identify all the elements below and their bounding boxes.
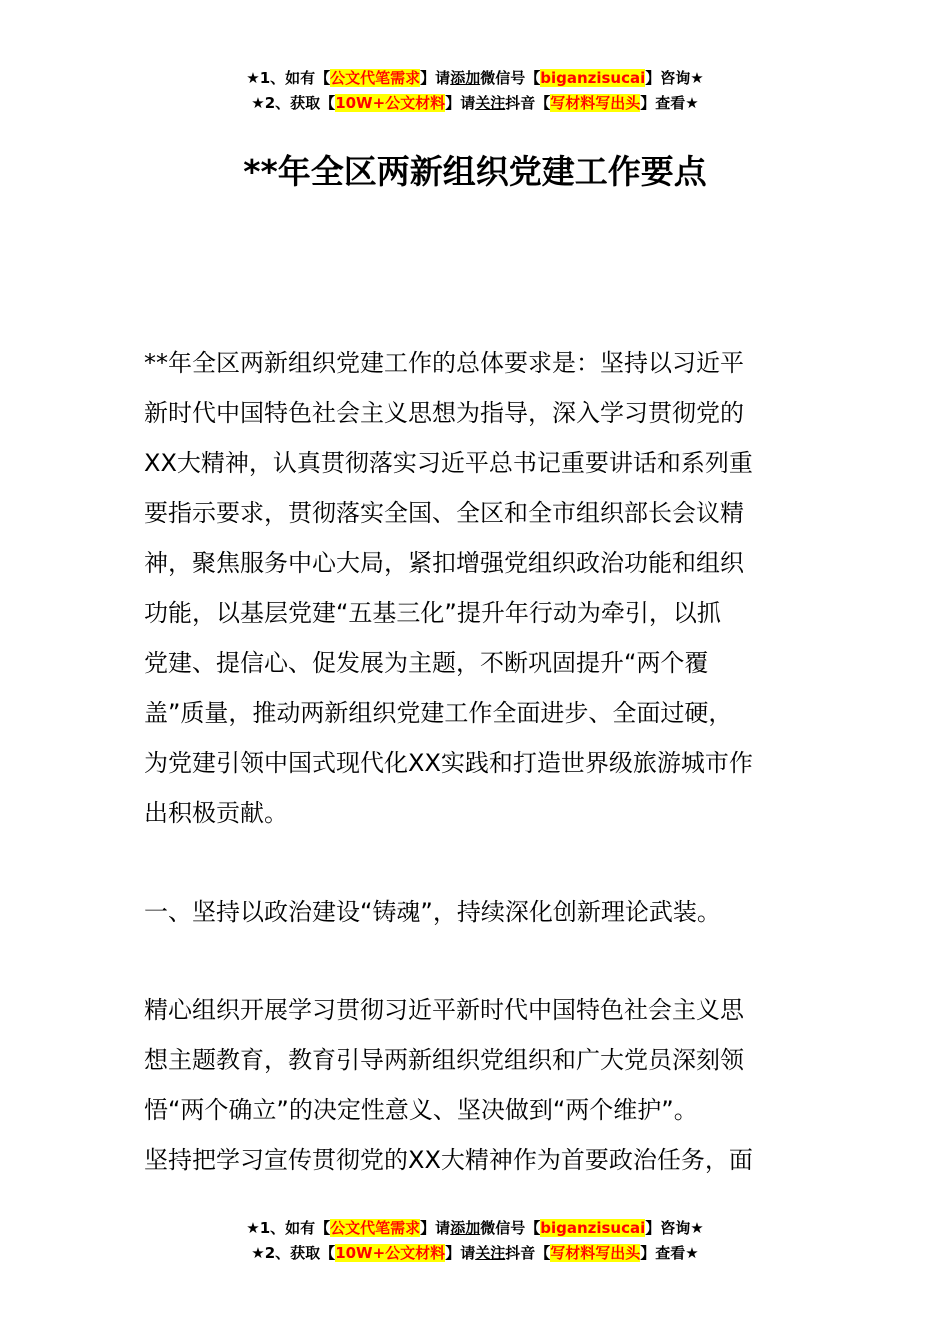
banner-text: ★1、如有【	[246, 1219, 331, 1237]
banner-highlight: 写材料写出头	[550, 94, 641, 112]
banner-text: ★2、获取【	[251, 1244, 336, 1262]
banner-highlight: 10W+公文材料	[335, 1244, 446, 1262]
paragraph-line: 新时代中国特色社会主义思想为指导，深入学习贯彻党的	[144, 399, 744, 427]
banner-underline: 关注	[475, 94, 506, 112]
banner-text: 】请	[445, 1244, 476, 1262]
banner-text: 抖音【	[505, 1244, 551, 1262]
paragraph-line: 出积极贡献。	[144, 799, 288, 827]
heading-line: 一、坚持以政治建设“铸魂”，持续深化创新理论武装。	[144, 898, 721, 926]
banner-line-2	[0, 1241, 950, 1266]
paragraph-line: 悟“两个确立”的决定性意义、坚决做到“两个维护”。	[144, 1096, 698, 1124]
paragraph-line: 为党建引领中国式现代化XX实践和打造世界级旅游城市作	[144, 749, 753, 777]
footer-banner	[0, 1216, 950, 1266]
banner-text: 】请	[420, 1219, 451, 1237]
banner-text: 】咨询★	[645, 69, 704, 87]
paragraph-line: 要指示要求，贯彻落实全国、全区和全市组织部长会议精	[144, 499, 744, 527]
banner-highlight: 公文代笔需求	[330, 69, 421, 87]
banner-text: 】请	[445, 94, 476, 112]
banner-text: 】查看★	[640, 1244, 699, 1262]
paragraph-line: XX大精神，认真贯彻落实习近平总书记重要讲话和系列重	[144, 449, 753, 477]
banner-underline: 添加	[450, 1219, 481, 1237]
banner-line-1	[0, 66, 950, 91]
banner-highlight: biganzisucai	[540, 69, 646, 87]
banner-highlight: 10W+公文材料	[335, 94, 446, 112]
banner-highlight: biganzisucai	[540, 1219, 646, 1237]
paragraph-line: 精心组织开展学习贯彻习近平新时代中国特色社会主义思	[144, 996, 744, 1024]
banner-line-1	[0, 1216, 950, 1241]
paragraph-line: 神，聚焦服务中心大局，紧扣增强党组织政治功能和组织	[144, 549, 744, 577]
paragraph-line: 盖”质量，推动两新组织党建工作全面进步、全面过硬，	[144, 699, 733, 727]
banner-text: 微信号【	[480, 69, 541, 87]
banner-text: 微信号【	[480, 1219, 541, 1237]
banner-underline: 关注	[475, 1244, 506, 1262]
banner-text: 】查看★	[640, 94, 699, 112]
header-banner	[0, 66, 950, 116]
paragraph-1	[144, 338, 808, 838]
paragraph-line: 党建、提信心、促发展为主题，不断巩固提升“两个覆	[144, 649, 709, 677]
paragraph-line: 想主题教育，教育引导两新组织党组织和广大党员深刻领	[144, 1046, 744, 1074]
banner-text: 】咨询★	[645, 1219, 704, 1237]
banner-text: ★1、如有【	[246, 69, 331, 87]
banner-line-2	[0, 91, 950, 116]
banner-highlight: 公文代笔需求	[330, 1219, 421, 1237]
banner-text: 抖音【	[505, 94, 551, 112]
banner-text: 】请	[420, 69, 451, 87]
banner-underline: 添加	[450, 69, 481, 87]
paragraph-line: 坚持把学习宣传贯彻党的XX大精神作为首要政治任务，面	[144, 1146, 753, 1174]
paragraph-line: 功能，以基层党建“五基三化”提升年行动为牵引，以抓	[144, 599, 721, 627]
banner-highlight: 写材料写出头	[550, 1244, 641, 1262]
paragraph-line: **年全区两新组织党建工作的总体要求是：坚持以习近平	[144, 349, 744, 377]
section-heading-1	[144, 887, 808, 937]
paragraph-2	[144, 985, 808, 1185]
document-title: **年全区两新组织党建工作要点	[243, 152, 707, 191]
banner-text: ★2、获取【	[251, 94, 336, 112]
